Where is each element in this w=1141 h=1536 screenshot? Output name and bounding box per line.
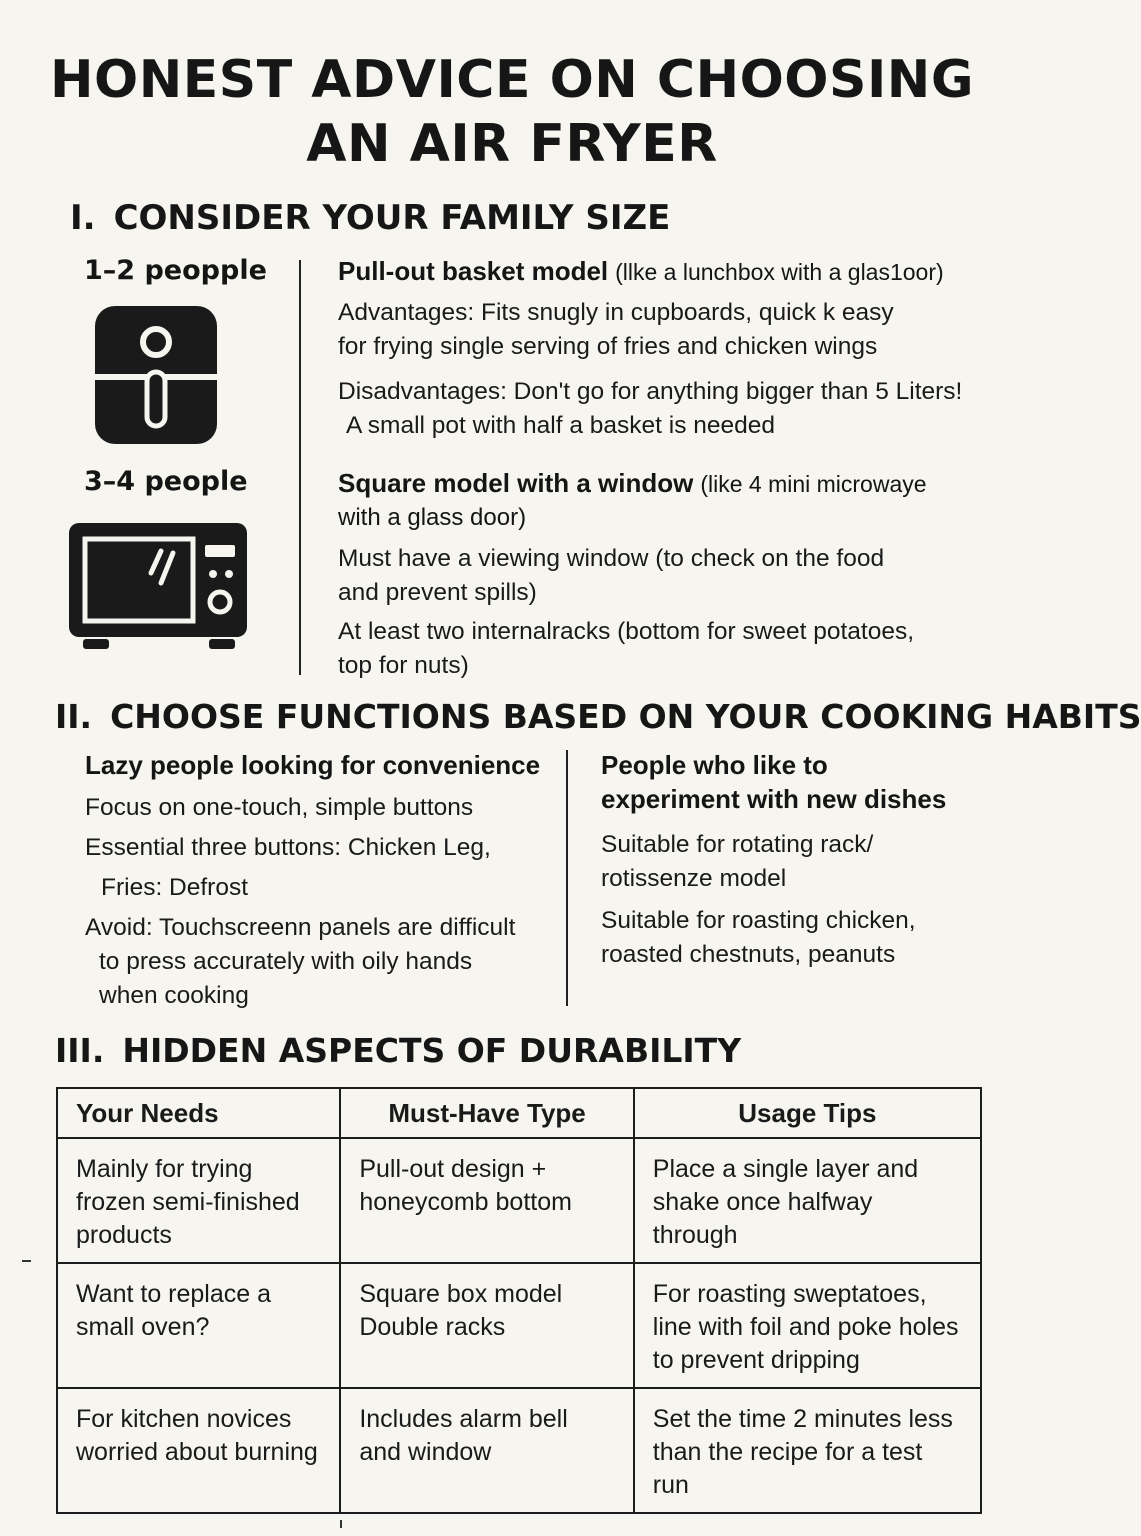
convenience-list xyxy=(85,791,515,1013)
table-cell-type: Includes alarm bell and window xyxy=(340,1388,633,1513)
section-2-number: II. xyxy=(55,697,93,736)
window-point-1-line-1: Must have a viewing window (to check on the food xyxy=(338,545,885,572)
section-3-heading xyxy=(55,1031,741,1071)
page-title: HONEST ADVICE ON CHOOSING AN AIR FRYER xyxy=(50,50,974,174)
table-row xyxy=(57,1388,981,1513)
table-row xyxy=(57,1263,981,1388)
basket-disadvantages xyxy=(338,375,962,443)
section-3-number: III. xyxy=(55,1031,105,1070)
convenience-line-6: when cooking xyxy=(99,982,249,1009)
window-point-1 xyxy=(338,542,884,610)
basket-advantages-line-1: Advantages: Fits snugly in cupboards, quick k easy xyxy=(338,299,894,326)
small-family-size-label: 1–2 peopple xyxy=(84,255,267,286)
basket-model-title xyxy=(338,254,944,289)
basket-disadvantages-line-1: Disadvantages: Don't go for anything bigger than 5 Liters! xyxy=(338,378,963,405)
stray-mark xyxy=(22,1260,31,1262)
durability-table xyxy=(56,1087,982,1514)
window-model-description-2: with a glass door) xyxy=(338,504,527,531)
window-model-description: (like 4 mini microwaye xyxy=(700,471,927,497)
convenience-line-2: Essential three buttons: Chicken Leg, xyxy=(85,834,491,861)
basket-model-description: (llke a lunchbox with a glas1oor) xyxy=(615,259,944,285)
experiment-subhead-line-2: experiment with new dishes xyxy=(601,784,947,814)
section-1-number: I. xyxy=(70,198,96,238)
section-1-title: CONSIDER YOUR FAMILY SIZE xyxy=(113,198,671,238)
experiment-line-1: Suitable for rotating rack/ xyxy=(601,831,874,858)
convenience-line-1: Focus on one-touch, simple buttons xyxy=(85,794,474,821)
convenience-line-4: Avoid: Touchscreenn panels are difficult xyxy=(85,914,516,941)
section-1-divider xyxy=(299,260,301,675)
table-header-needs: Your Needs xyxy=(57,1088,340,1138)
convenience-line-5: to press accurately with oily hands xyxy=(99,948,473,975)
large-family-size-label: 3–4 people xyxy=(84,466,248,497)
section-2-title: CHOOSE FUNCTIONS BASED ON YOUR COOKING HABITS xyxy=(110,697,1141,736)
table-cell-tips: For roasting sweptatoes, line with foil and poke holes to prevent dripping xyxy=(634,1263,981,1388)
section-2-heading xyxy=(55,697,1141,737)
window-point-2-line-2: top for nuts) xyxy=(338,652,469,679)
basket-air-fryer-icon xyxy=(95,306,217,446)
convenience-subhead: Lazy people looking for convenience xyxy=(85,750,541,780)
table-cell-type: Pull-out design + honeycomb bottom xyxy=(340,1138,633,1263)
microwave-oven-icon xyxy=(69,523,249,651)
section-3-title: HIDDEN ASPECTS OF DURABILITY xyxy=(122,1031,742,1070)
table-cell-tips: Set the time 2 minutes less than the recipe for a test run xyxy=(634,1388,981,1513)
table-cell-type: Square box model Double racks xyxy=(340,1263,633,1388)
convenience-line-3: Fries: Defrost xyxy=(101,874,249,901)
basket-advantages xyxy=(338,296,894,364)
window-point-1-line-2: and prevent spills) xyxy=(338,579,537,606)
table-cell-tips: Place a single layer and shake once halfway through xyxy=(634,1138,981,1263)
table-row xyxy=(57,1138,981,1263)
section-1-heading xyxy=(70,198,670,238)
stray-mark xyxy=(340,1520,342,1528)
experiment-subhead-line-1: People who like to xyxy=(601,750,828,780)
table-cell-needs: Want to replace a small oven? xyxy=(57,1263,340,1388)
window-model-name: Square model with a window xyxy=(338,468,694,498)
table-header-type: Must-Have Type xyxy=(340,1088,633,1138)
experiment-line-4: roasted chestnuts, peanuts xyxy=(601,941,896,968)
basket-disadvantages-line-2: A small pot with half a basket is needed xyxy=(346,412,776,439)
experiment-line-2: rotissenze model xyxy=(601,865,787,892)
table-header-tips: Usage Tips xyxy=(634,1088,981,1138)
section-2-divider xyxy=(566,750,568,1006)
experiment-list xyxy=(601,828,916,972)
table-header-row xyxy=(57,1088,981,1138)
basket-advantages-line-2: for frying single serving of fries and chicken wings xyxy=(338,333,878,360)
window-point-2-line-1: At least two internalracks (bottom for sweet potatoes, xyxy=(338,618,915,645)
window-point-2 xyxy=(338,615,914,683)
table-cell-needs: For kitchen novices worried about burning xyxy=(57,1388,340,1513)
basket-model-name: Pull-out basket model xyxy=(338,256,609,286)
table-cell-needs: Mainly for trying frozen semi-finished products xyxy=(57,1138,340,1263)
experiment-line-3: Suitable for roasting chicken, xyxy=(601,907,916,934)
experiment-subhead xyxy=(601,748,946,816)
window-model-title xyxy=(338,466,998,535)
